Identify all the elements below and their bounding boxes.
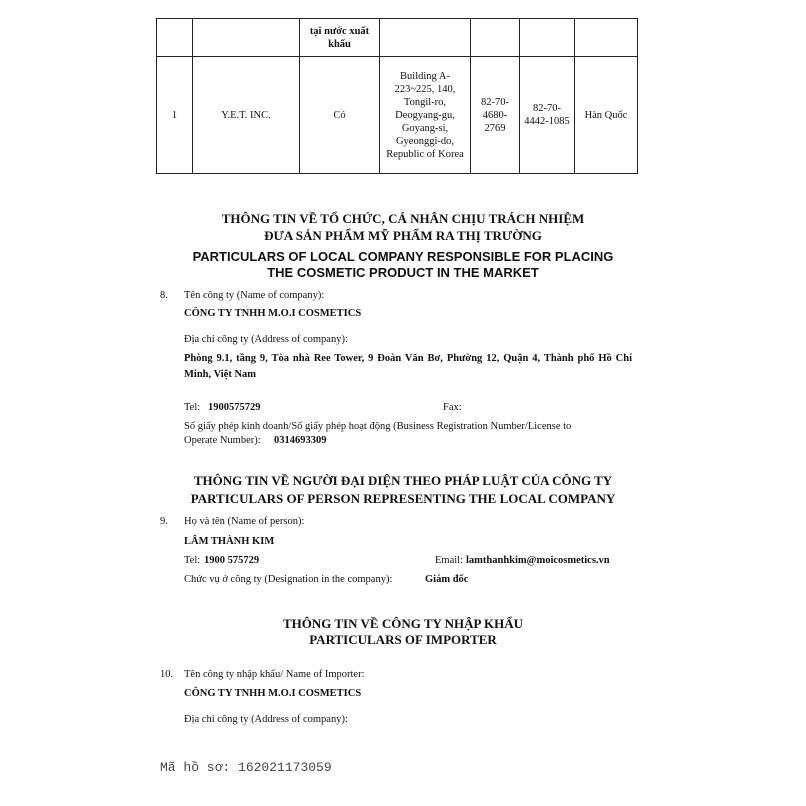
representative-heading-en: PARTICULARS OF PERSON REPRESENTING THE LOCAL COMPANY [190, 491, 616, 506]
importer-name-value: CÔNG TY TNHH M.O.I COSMETICS [184, 688, 362, 699]
tel-value: 1900575729 [208, 402, 261, 413]
table-row [157, 57, 638, 174]
importer-address-label: Địa chỉ công ty (Address of company): [184, 714, 348, 725]
header-cell-empty [520, 19, 575, 57]
header-cell-empty [380, 19, 471, 57]
header-cell-empty [157, 19, 193, 57]
local-company-heading-en-1: PARTICULARS OF LOCAL COMPANY RESPONSIBLE FOR PLACING [192, 249, 614, 264]
header-cell-exporting-country: tại nước xuất khẩu [300, 19, 380, 57]
cell-address: Building A-223~225, 140, Tongil-ro, Deogyang-gu, Goyang-si, Gyeonggi-do, Republic of Korea [380, 57, 471, 174]
license-label-continued: Operate Number): [184, 435, 261, 446]
cell-fax: 82-70-4442-1085 [520, 57, 575, 174]
dossier-label: Mã hồ sơ: [160, 760, 231, 775]
person-name-value: LÂM THÀNH KIM [184, 536, 275, 547]
cell-value: Có [300, 57, 380, 174]
cell-company-name: Y.E.T. INC. [193, 57, 300, 174]
tel-label: Tel: [184, 402, 201, 413]
license-value: 0314693309 [274, 435, 327, 446]
email-value: lamthanhkim@moicosmetics.vn [466, 555, 610, 566]
fax-label: Fax: [443, 402, 462, 413]
person-tel-label: Tel: [184, 555, 201, 566]
license-label: Số giấy phép kinh doanh/Số giấy phép hoạt động (Business Registration Number/License to [184, 421, 572, 432]
email-label: Email: [435, 555, 463, 566]
importer-heading-vi: THÔNG TIN VỀ CÔNG TY NHẬP KHẨU [282, 616, 524, 631]
item-number: 9. [160, 516, 168, 527]
company-address-label: Địa chỉ công ty (Address of company): [184, 334, 348, 345]
header-cell-empty [193, 19, 300, 57]
local-company-heading-vi-1: THÔNG TIN VỀ TỔ CHỨC, CÁ NHÂN CHỊU TRÁCH NHIỆM [221, 211, 585, 226]
person-name-label: Họ và tên (Name of person): [184, 516, 305, 527]
header-cell-empty [471, 19, 520, 57]
designation-label: Chức vụ ở công ty (Designation in the company): [184, 574, 393, 585]
company-name-label: Tên công ty (Name of company): [184, 290, 325, 301]
item-number: 10. [160, 669, 174, 680]
cell-tel: 82-70-4680-2769 [471, 57, 520, 174]
local-company-heading-vi-2: ĐƯA SẢN PHẨM MỸ PHẨM RA THỊ TRƯỜNG [264, 228, 542, 243]
table-header-row [157, 19, 638, 57]
representative-heading-vi: THÔNG TIN VỀ NGƯỜI ĐẠI DIỆN THEO PHÁP LUẬT CỦA CÔNG TY [193, 473, 613, 488]
item-number: 8. [160, 290, 168, 301]
importer-name-label: Tên công ty nhập khẩu/ Name of Importer: [184, 669, 365, 680]
dossier-value: 162021173059 [238, 760, 332, 775]
cell-no: 1 [157, 57, 193, 174]
importer-heading-en: PARTICULARS OF IMPORTER [309, 632, 497, 647]
person-tel-value: 1900 575729 [204, 555, 260, 566]
cell-country: Hàn Quốc [575, 57, 638, 174]
company-address-value: Phòng 9.1, tầng 9, Tòa nhà Ree Tower, 9 Đoàn Văn Bơ, Phường 12, Quận 4, Thành phố Hồ Chí Minh, Việt Nam [184, 353, 632, 380]
local-company-heading-en-2: THE COSMETIC PRODUCT IN THE MARKET [267, 265, 539, 280]
dossier-code [160, 760, 332, 775]
company-name-value: CÔNG TY TNHH M.O.I COSMETICS [184, 308, 362, 319]
header-cell-empty [575, 19, 638, 57]
manufacturer-table [156, 18, 638, 174]
designation-value: Giám đốc [425, 574, 469, 585]
